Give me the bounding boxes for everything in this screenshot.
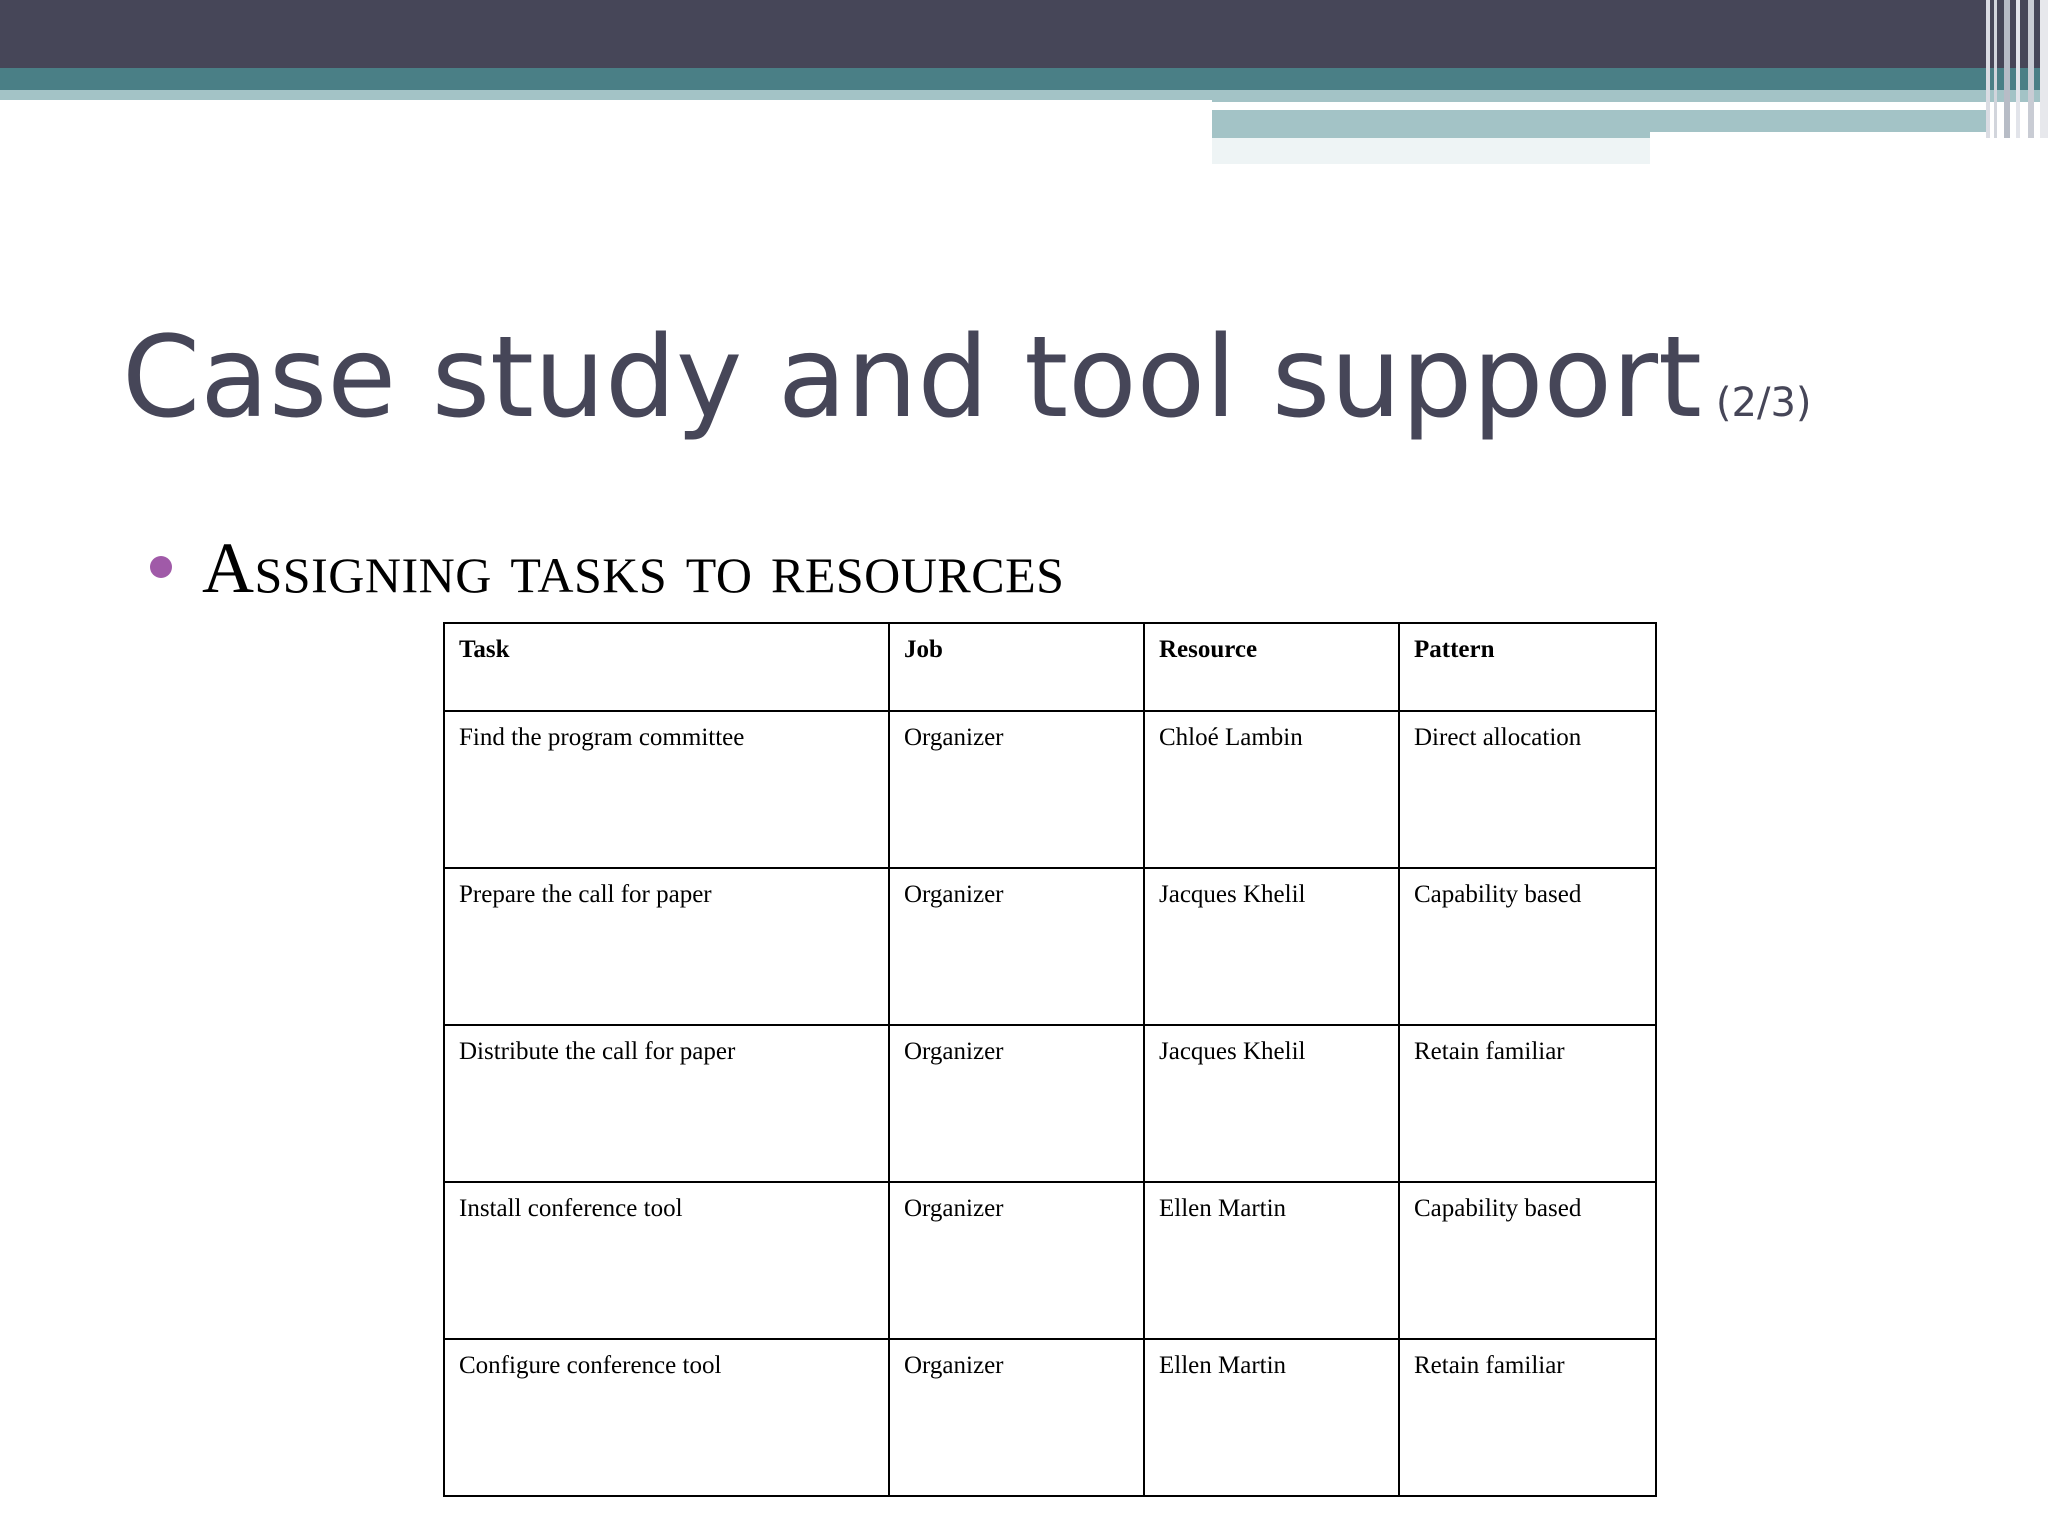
header-stripe bbox=[1994, 0, 1997, 138]
assignment-table bbox=[443, 622, 1657, 1497]
header-band-light bbox=[1650, 110, 1990, 132]
table-header-row bbox=[444, 623, 1656, 711]
header-stripe bbox=[2016, 0, 2020, 138]
header-stripe bbox=[2040, 0, 2048, 138]
header-stripe bbox=[2028, 0, 2034, 138]
pattern-cell: Direct allocation bbox=[1399, 711, 1656, 868]
table-row bbox=[444, 868, 1656, 1025]
job-cell: Organizer bbox=[889, 868, 1144, 1025]
job-cell: Organizer bbox=[889, 711, 1144, 868]
pattern-cell: Retain familiar bbox=[1399, 1339, 1656, 1496]
task-cell: Find the program committee bbox=[444, 711, 889, 868]
header-stripe bbox=[2004, 0, 2010, 138]
header-band-shade bbox=[1212, 138, 1650, 164]
resource-cell: Jacques Khelil bbox=[1144, 1025, 1399, 1182]
pattern-cell: Capability based bbox=[1399, 1182, 1656, 1339]
column-header-pattern: Pattern bbox=[1399, 623, 1656, 711]
slide-title-text: Case study and tool support bbox=[122, 313, 1702, 443]
task-cell: Prepare the call for paper bbox=[444, 868, 889, 1025]
table-row bbox=[444, 1339, 1656, 1496]
table-row bbox=[444, 1025, 1656, 1182]
header-band-teal bbox=[0, 68, 2048, 90]
header-band-gap bbox=[1212, 102, 1896, 110]
bullet-dot bbox=[150, 556, 172, 578]
header-band-light bbox=[1212, 110, 1650, 138]
resource-cell: Chloé Lambin bbox=[1144, 711, 1399, 868]
slide-title bbox=[122, 308, 1812, 473]
resource-cell: Ellen Martin bbox=[1144, 1339, 1399, 1496]
task-cell: Distribute the call for paper bbox=[444, 1025, 889, 1182]
table-row bbox=[444, 711, 1656, 868]
header-stripe bbox=[1986, 0, 1990, 138]
header-band-dark bbox=[0, 0, 2048, 68]
resource-cell: Jacques Khelil bbox=[1144, 868, 1399, 1025]
task-cell: Configure conference tool bbox=[444, 1339, 889, 1496]
column-header-resource: Resource bbox=[1144, 623, 1399, 711]
job-cell: Organizer bbox=[889, 1182, 1144, 1339]
bullet-heading: Assigning tasks to resources bbox=[202, 528, 1065, 608]
header-band-light bbox=[1212, 90, 2048, 102]
pattern-cell: Capability based bbox=[1399, 868, 1656, 1025]
task-cell: Install conference tool bbox=[444, 1182, 889, 1339]
resource-cell: Ellen Martin bbox=[1144, 1182, 1399, 1339]
column-header-task: Task bbox=[444, 623, 889, 711]
slide-title-counter: (2/3) bbox=[1715, 380, 1812, 426]
pattern-cell: Retain familiar bbox=[1399, 1025, 1656, 1182]
header-band-light bbox=[0, 90, 1212, 100]
table-row bbox=[444, 1182, 1656, 1339]
job-cell: Organizer bbox=[889, 1025, 1144, 1182]
column-header-job: Job bbox=[889, 623, 1144, 711]
job-cell: Organizer bbox=[889, 1339, 1144, 1496]
